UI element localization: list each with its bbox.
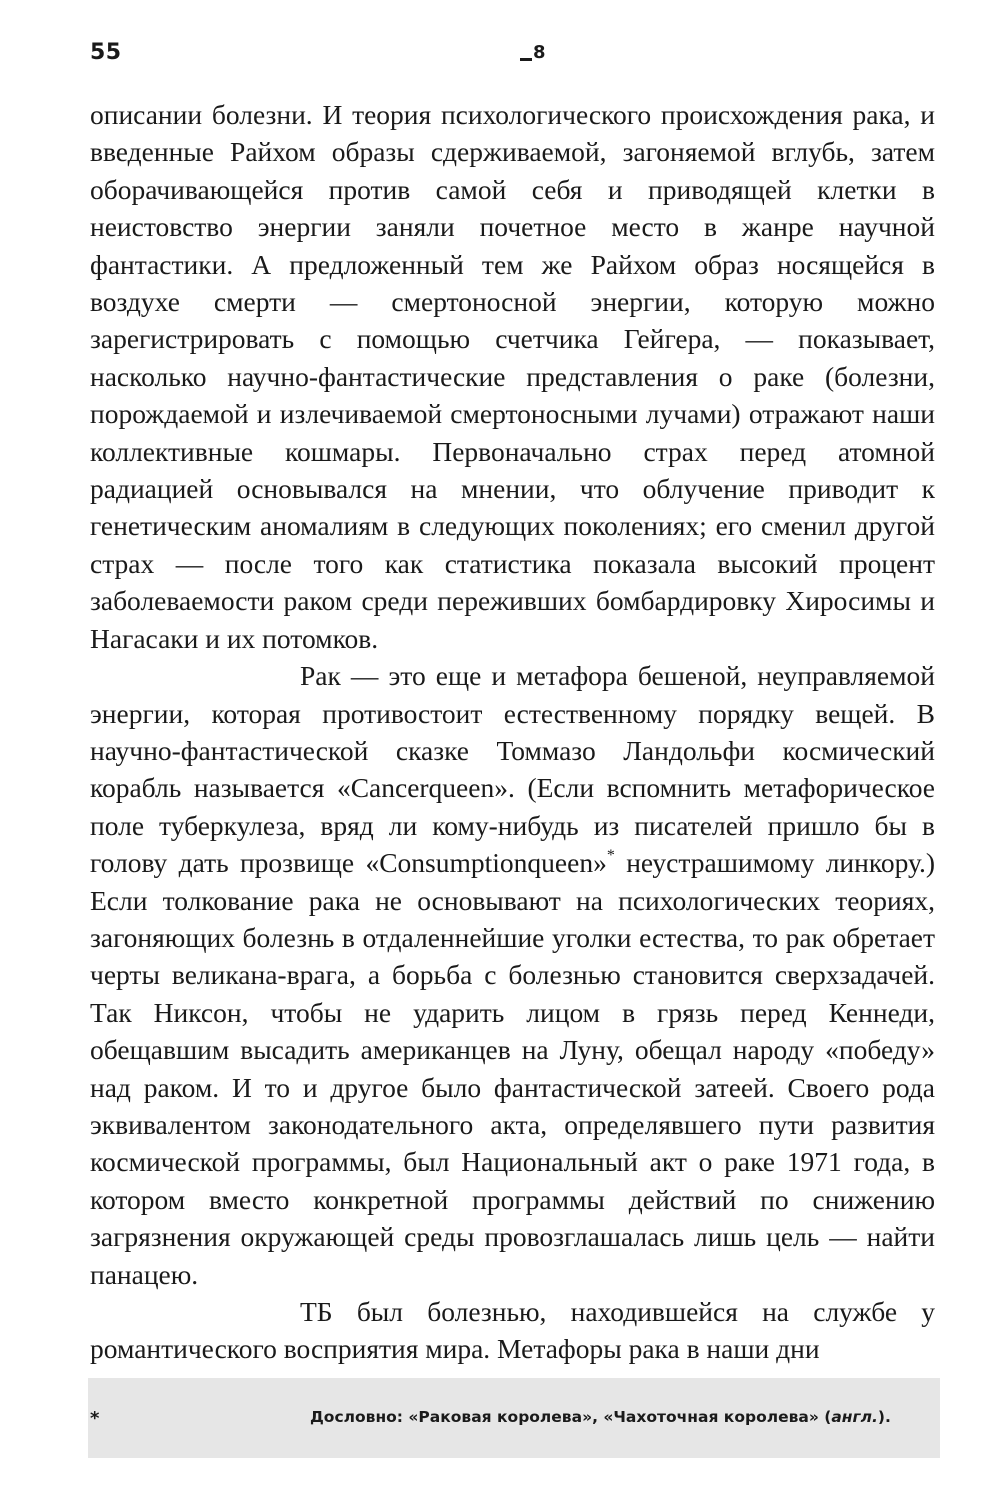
page-number: 55 [90, 40, 122, 65]
footnote-text [310, 1408, 891, 1426]
chapter-marker-bar [520, 58, 532, 61]
paragraph-3: ТБ был болезнью, находившейся на службе у романтического восприятия мира. Метафоры рака в наши дни [90, 1296, 935, 1365]
paragraph-2 [90, 657, 935, 1293]
paragraph-2-part-1: Рак — это еще и метафора бешеной, неуправляемой энергии, которая противостоит естественному порядку вещей. В научно-фантастической сказке Томмазо Ландольфи космический корабль называется «Cancerqueen». (Если вспомнить метафорическое поле туберкулеза, вряд ли кому-нибудь из писателей пришло бы в голову дать прозвище «Consumptionqueen» [90, 660, 935, 879]
footnote-reference[interactable]: * [606, 847, 615, 865]
footnote-text-main: Дословно: «Раковая королева», «Чахоточная королева» ( [310, 1408, 832, 1426]
paragraph-1: описании болезни. И теория психологического происхождения рака, и введенные Райхом образы сдерживаемой, загоняемой вглубь, затем оборачивающейся против самой себя и приводящей клетки в неистовство энергии заняли почетное место в жанре научной фантастики. А предложенный тем же Райхом образ носящейся в воздухе смерти — смертоносной энергии, которую можно зарегистрировать с помощью счетчика Гейгера, — показывает, насколько научно-фантастические представления о раке (болезни, порождаемой и излечиваемой смертоносными лучами) отражают наши коллективные кошмары. Первоначально страх перед атомной радиацией основывался на мнении, что облучение приводит к генетическим аномалиям в следующих поколениях; его сменил другой страх — после того как статистика показала высокий процент заболеваемости раком среди переживших бомбардировку Хиросимы и Нагасаки и их потомков. [90, 99, 935, 654]
footnote-marker: * [90, 1408, 100, 1429]
footnote-lang-note: англ. [831, 1408, 878, 1426]
chapter-marker [520, 42, 546, 63]
body-text [90, 96, 935, 1368]
footnote-text-end: ). [877, 1408, 891, 1426]
paragraph-2-part-2: неустрашимому линкору.) Если толкование рака не основывают на психологических теориях, загоняющих болезнь в отдаленнейшие уголки естества, то рак обретает черты великана-врага, а борьба с болезнью становится сверхзадачей. Так Никсон, чтобы не ударить лицом в грязь перед Кеннеди, обещавшим высадить американцев на Луну, обещал народу «победу» над раком. И то и другое было фантастической затеей. Своего рода эквивалентом законодательного акта, определявшего пути развития космической программы, был Национальный акт о раке 1971 года, в котором вместо конкретной программы действий по снижению загрязнения окружающей среды провозглашалась лишь цель — найти панацею. [90, 847, 935, 1290]
chapter-marker-number: 8 [533, 42, 546, 63]
